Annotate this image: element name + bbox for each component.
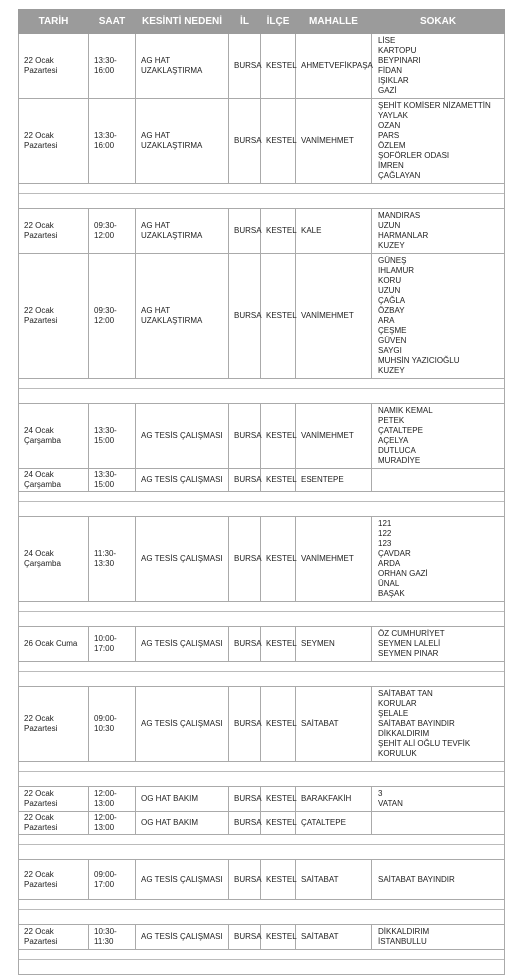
sokak-item: KORULUK	[378, 749, 417, 758]
table-row	[19, 469, 505, 492]
cell-mahalle: KALE	[296, 209, 372, 254]
cell-ilce: KESTEL	[261, 254, 296, 379]
sokak-item: GÜVEN	[378, 336, 407, 345]
cell-il: BURSA	[229, 517, 261, 602]
sokak-item: ŞELALE	[378, 709, 409, 718]
cell-saat: 11:30-13:30	[89, 517, 136, 602]
cell-ilce: KESTEL	[261, 404, 296, 469]
spacer-divider	[19, 193, 504, 200]
sokak-item: BEYPINARI	[378, 56, 421, 65]
cell-kesinti-nedeni: OG HAT BAKIM	[136, 787, 229, 812]
sokak-item: YAYLAK	[378, 111, 408, 120]
cell-mahalle: VANİMEHMET	[296, 99, 372, 184]
spacer-divider	[19, 959, 504, 966]
sokak-item: ÇAVDAR	[378, 549, 411, 558]
spacer-row	[19, 184, 505, 209]
cell-ilce: KESTEL	[261, 34, 296, 99]
sokak-item: MANDIRAS	[378, 211, 421, 220]
cell-il: BURSA	[229, 34, 261, 99]
sokak-item: ÇEŞME	[378, 326, 407, 335]
table-body	[19, 34, 505, 975]
sokak-item: KARTOPU	[378, 46, 417, 55]
cell-ilce: KESTEL	[261, 925, 296, 950]
cell-sokak	[372, 34, 505, 99]
header-kesinti-nedeni: KESİNTİ NEDENİ	[136, 10, 229, 34]
cell-mahalle: VANİMEHMET	[296, 517, 372, 602]
spacer-divider	[19, 844, 504, 851]
cell-il: BURSA	[229, 860, 261, 900]
cell-mahalle: ESENTEPE	[296, 469, 372, 492]
cell-kesinti-nedeni: AG HAT UZAKLAŞTIRMA	[136, 254, 229, 379]
cell-kesinti-nedeni: AG HAT UZAKLAŞTIRMA	[136, 34, 229, 99]
header-mahalle: MAHALLE	[296, 10, 372, 34]
spacer-row	[19, 950, 505, 975]
table-row	[19, 209, 505, 254]
header-saat: SAAT	[89, 10, 136, 34]
sokak-item: SEYMEN PINAR	[378, 649, 439, 658]
cell-il: BURSA	[229, 787, 261, 812]
spacer-row	[19, 379, 505, 404]
header-row	[19, 10, 505, 34]
table-row	[19, 404, 505, 469]
spacer-divider	[19, 388, 504, 395]
cell-il: BURSA	[229, 627, 261, 662]
cell-saat: 12:00-13:00	[89, 812, 136, 835]
spacer-cell	[19, 835, 505, 860]
cell-il: BURSA	[229, 209, 261, 254]
cell-ilce: KESTEL	[261, 99, 296, 184]
sokak-item: ÇAĞLA	[378, 296, 406, 305]
table-row	[19, 925, 505, 950]
sokak-item: PARS	[378, 131, 400, 140]
sokak-item: DİKKALDIRIM	[378, 927, 430, 936]
cell-sokak	[372, 787, 505, 812]
sokak-item: HARMANLAR	[378, 231, 429, 240]
header-il: İL	[229, 10, 261, 34]
cell-saat: 09:30-12:00	[89, 254, 136, 379]
sokak-item: SAİTABAT BAYINDIR	[378, 719, 455, 728]
cell-il: BURSA	[229, 469, 261, 492]
cell-tarih: 24 Ocak Çarşamba	[19, 469, 89, 492]
spacer-divider	[19, 501, 504, 508]
table-row	[19, 517, 505, 602]
cell-tarih: 22 Ocak Pazartesi	[19, 925, 89, 950]
cell-tarih: 22 Ocak Pazartesi	[19, 254, 89, 379]
cell-kesinti-nedeni: AG TESİS ÇALIŞMASI	[136, 469, 229, 492]
sokak-item: UZUN	[378, 286, 401, 295]
spacer-cell	[19, 762, 505, 787]
cell-mahalle: SAİTABAT	[296, 925, 372, 950]
header-tarih: TARİH	[19, 10, 89, 34]
cell-mahalle: ÇATALTEPE	[296, 812, 372, 835]
sokak-item: UZUN	[378, 221, 401, 230]
cell-kesinti-nedeni: AG TESİS ÇALIŞMASI	[136, 860, 229, 900]
cell-sokak	[372, 925, 505, 950]
sokak-item: SEYMEN LALELİ	[378, 639, 441, 648]
cell-il: BURSA	[229, 404, 261, 469]
sokak-item: 123	[378, 539, 392, 548]
cell-saat: 09:00-10:30	[89, 687, 136, 762]
spacer-cell	[19, 184, 505, 209]
sokak-item: ÇATALTEPE	[378, 426, 423, 435]
cell-sokak	[372, 254, 505, 379]
sokak-item: ŞEHİT KOMİSER NİZAMETTİN	[378, 101, 491, 110]
cell-kesinti-nedeni: AG HAT UZAKLAŞTIRMA	[136, 99, 229, 184]
header-ilce: İLÇE	[261, 10, 296, 34]
cell-ilce: KESTEL	[261, 469, 296, 492]
sokak-item: MURADİYE	[378, 456, 421, 465]
sokak-item: KUZEY	[378, 366, 405, 375]
spacer-divider	[19, 909, 504, 916]
sokak-item: ORHAN GAZİ	[378, 569, 428, 578]
sokak-item: İMREN	[378, 161, 404, 170]
sokak-item: VATAN	[378, 799, 403, 808]
cell-mahalle: VANİMEHMET	[296, 254, 372, 379]
sokak-item: ARDA	[378, 559, 401, 568]
cell-kesinti-nedeni: AG TESİS ÇALIŞMASI	[136, 687, 229, 762]
sokak-item: KUZEY	[378, 241, 405, 250]
table-row	[19, 860, 505, 900]
cell-saat: 10:30-11:30	[89, 925, 136, 950]
cell-kesinti-nedeni: AG HAT UZAKLAŞTIRMA	[136, 209, 229, 254]
cell-sokak	[372, 687, 505, 762]
sokak-item: ÖZBAY	[378, 306, 405, 315]
sokak-item: GÜNEŞ	[378, 256, 407, 265]
spacer-cell	[19, 492, 505, 517]
sokak-item: ÖZLEM	[378, 141, 406, 150]
cell-ilce: KESTEL	[261, 627, 296, 662]
spacer-row	[19, 835, 505, 860]
cell-sokak	[372, 469, 505, 492]
cell-tarih: 22 Ocak Pazartesi	[19, 687, 89, 762]
cell-mahalle: AHMETVEFİKPAŞA	[296, 34, 372, 99]
sokak-item: LİSE	[378, 36, 396, 45]
cell-tarih: 22 Ocak Pazartesi	[19, 812, 89, 835]
table-row	[19, 34, 505, 99]
sokak-item: OZAN	[378, 121, 401, 130]
sokak-item: 122	[378, 529, 392, 538]
sokak-item: ÇAĞLAYAN	[378, 171, 421, 180]
cell-il: BURSA	[229, 99, 261, 184]
sokak-item: AÇELYA	[378, 436, 409, 445]
sokak-item: SAİTABAT TAN	[378, 689, 433, 698]
cell-ilce: KESTEL	[261, 517, 296, 602]
spacer-divider	[19, 771, 504, 778]
cell-sokak	[372, 517, 505, 602]
cell-il: BURSA	[229, 687, 261, 762]
cell-sokak	[372, 627, 505, 662]
sokak-item: FİDAN	[378, 66, 402, 75]
sokak-item: KORU	[378, 276, 402, 285]
table-row	[19, 627, 505, 662]
spacer-divider	[19, 611, 504, 618]
table-row	[19, 787, 505, 812]
cell-kesinti-nedeni: AG TESİS ÇALIŞMASI	[136, 925, 229, 950]
cell-saat: 13:30-15:00	[89, 404, 136, 469]
outage-table	[18, 9, 505, 975]
sokak-item: IŞIKLAR	[378, 76, 409, 85]
sokak-item: MUHSİN YAZICIOĞLU	[378, 356, 460, 365]
sokak-item: ARA	[378, 316, 395, 325]
cell-saat: 09:30-12:00	[89, 209, 136, 254]
cell-sokak	[372, 404, 505, 469]
spacer-divider	[19, 671, 504, 678]
cell-saat: 09:00-17:00	[89, 860, 136, 900]
cell-saat: 13:30-16:00	[89, 99, 136, 184]
sokak-item: ŞEHİT ALİ OĞLU TEVFİK	[378, 739, 471, 748]
cell-mahalle: VANİMEHMET	[296, 404, 372, 469]
spacer-cell	[19, 602, 505, 627]
spacer-row	[19, 602, 505, 627]
table-row	[19, 687, 505, 762]
cell-ilce: KESTEL	[261, 787, 296, 812]
spacer-cell	[19, 662, 505, 687]
sokak-item: ŞOFÖRLER ODASI	[378, 151, 450, 160]
cell-kesinti-nedeni: AG TESİS ÇALIŞMASI	[136, 627, 229, 662]
header-sokak: SOKAK	[372, 10, 505, 34]
cell-mahalle: SAİTABAT	[296, 687, 372, 762]
cell-saat: 12:00-13:00	[89, 787, 136, 812]
sokak-item: ÖZ CUMHURİYET	[378, 629, 445, 638]
sokak-item: 121	[378, 519, 392, 528]
spacer-row	[19, 662, 505, 687]
spacer-row	[19, 762, 505, 787]
cell-sokak	[372, 99, 505, 184]
sokak-item: İSTANBULLU	[378, 937, 427, 946]
cell-il: BURSA	[229, 254, 261, 379]
sokak-item: GAZİ	[378, 86, 397, 95]
cell-tarih: 22 Ocak Pazartesi	[19, 209, 89, 254]
sokak-item: BAŞAK	[378, 589, 405, 598]
cell-sokak	[372, 209, 505, 254]
cell-ilce: KESTEL	[261, 812, 296, 835]
cell-tarih: 22 Ocak Pazartesi	[19, 99, 89, 184]
spacer-cell	[19, 900, 505, 925]
cell-tarih: 24 Ocak Çarşamba	[19, 404, 89, 469]
cell-mahalle: SAİTABAT	[296, 860, 372, 900]
cell-sokak	[372, 860, 505, 900]
cell-tarih: 22 Ocak Pazartesi	[19, 787, 89, 812]
cell-tarih: 22 Ocak Pazartesi	[19, 860, 89, 900]
cell-ilce: KESTEL	[261, 860, 296, 900]
table-row	[19, 812, 505, 835]
sokak-item: SAİTABAT BAYINDIR	[378, 874, 455, 884]
cell-mahalle: BARAKFAKİH	[296, 787, 372, 812]
sokak-item: IHLAMUR	[378, 266, 415, 275]
cell-il: BURSA	[229, 925, 261, 950]
sokak-item: 3	[378, 789, 383, 798]
cell-kesinti-nedeni: AG TESİS ÇALIŞMASI	[136, 404, 229, 469]
spacer-row	[19, 900, 505, 925]
cell-kesinti-nedeni: AG TESİS ÇALIŞMASI	[136, 517, 229, 602]
cell-saat: 13:30-15:00	[89, 469, 136, 492]
cell-ilce: KESTEL	[261, 209, 296, 254]
cell-tarih: 26 Ocak Cuma	[19, 627, 89, 662]
cell-il: BURSA	[229, 812, 261, 835]
table-row	[19, 254, 505, 379]
cell-tarih: 22 Ocak Pazartesi	[19, 34, 89, 99]
sokak-item: PETEK	[378, 416, 405, 425]
spacer-cell	[19, 950, 505, 975]
sokak-item: DİKKALDIRIM	[378, 729, 430, 738]
table-row	[19, 99, 505, 184]
cell-sokak	[372, 812, 505, 835]
spacer-cell	[19, 379, 505, 404]
sokak-item: SAYGI	[378, 346, 402, 355]
cell-mahalle: SEYMEN	[296, 627, 372, 662]
sokak-item: NAMIK KEMAL	[378, 406, 433, 415]
cell-saat: 13:30-16:00	[89, 34, 136, 99]
sokak-item: ÜNAL	[378, 579, 400, 588]
cell-tarih: 24 Ocak Çarşamba	[19, 517, 89, 602]
cell-saat: 10:00-17:00	[89, 627, 136, 662]
sokak-item: DUTLUCA	[378, 446, 416, 455]
cell-ilce: KESTEL	[261, 687, 296, 762]
spacer-row	[19, 492, 505, 517]
sokak-item: KORULAR	[378, 699, 417, 708]
cell-kesinti-nedeni: OG HAT BAKIM	[136, 812, 229, 835]
